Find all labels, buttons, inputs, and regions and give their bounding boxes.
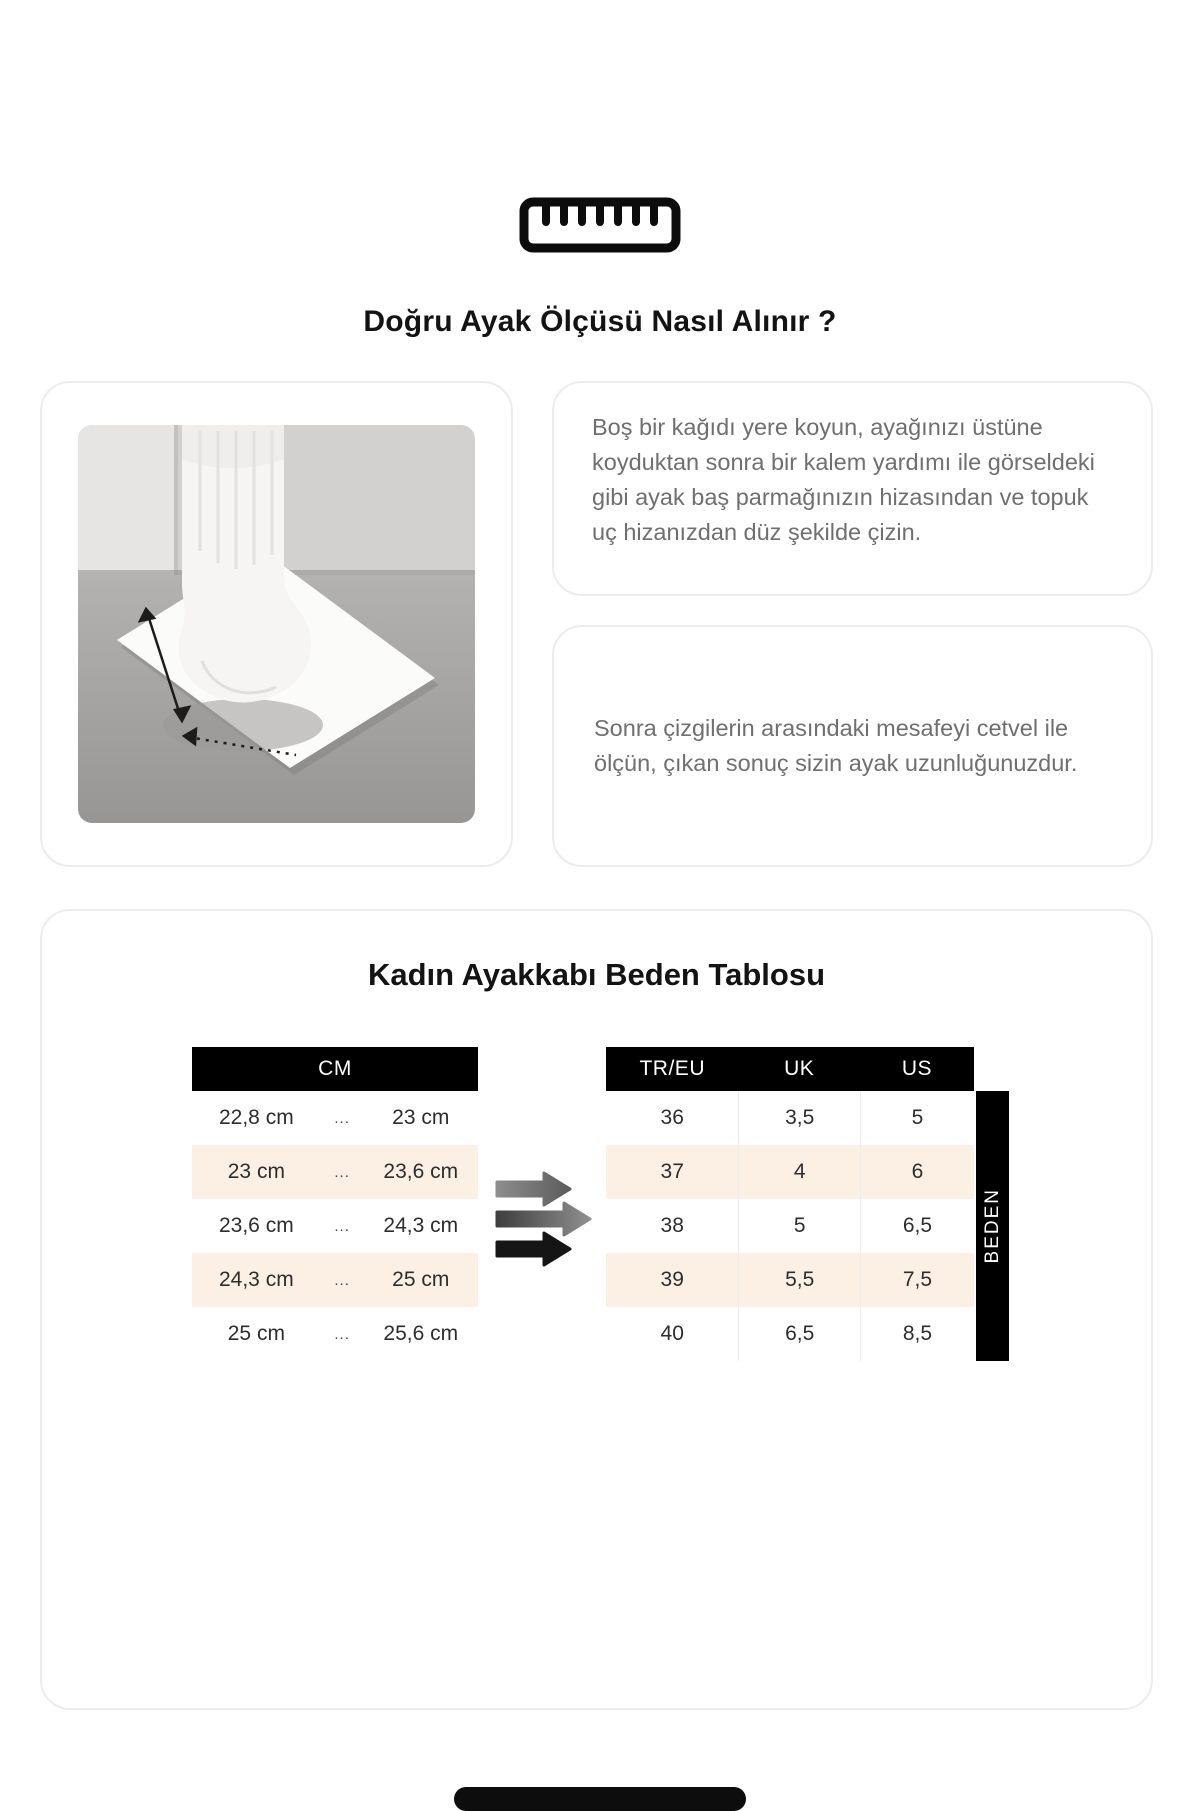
instruction-card-step2 (552, 625, 1153, 867)
foot-measurement-photo (78, 810, 475, 827)
size-table-title: Kadın Ayakkabı Beden Tablosu (367, 957, 826, 992)
instruction-cards (552, 381, 1153, 867)
instruction-step1-text: Boş bir kağıdı yere koyun, ayağınızı üstüne koyduktan sonra bir kalem yardımı ile görseldeki gibi ayak baş parmağınızın hizasından ve topuk uç hizanızdan düz şekilde çizin. (592, 414, 1095, 545)
cm-table-row: 23 cm ... 23,6 cm (192, 1145, 478, 1199)
header-icon-row (0, 0, 1200, 259)
cm-table-row: 24,3 cm ... 25 cm (192, 1253, 478, 1307)
beden-side-label: BEDEN (976, 1091, 1009, 1361)
range-dots: ... (334, 1163, 350, 1181)
range-dots: ... (334, 1217, 350, 1235)
range-dots: ... (334, 1271, 350, 1289)
range-dots: ... (334, 1325, 350, 1343)
size-table-row: 39 5,5 7,5 (606, 1253, 974, 1307)
photo-card (40, 381, 513, 867)
size-tables-row (192, 1047, 1151, 1361)
range-dots: ... (334, 1109, 350, 1127)
size-table-row: 37 4 6 (606, 1145, 974, 1199)
ruler-icon (518, 196, 682, 259)
bottom-cutoff-bar (454, 1787, 746, 1811)
size-table-row: 38 5 6,5 (606, 1199, 974, 1253)
size-table-row: 36 3,5 5 (606, 1091, 974, 1145)
cm-table (192, 1047, 478, 1361)
instruction-step2-text: Sonra çizgilerin arasındaki mesafeyi cetvel ile ölçün, çıkan sonuç sizin ayak uzunluğunuzdur. (594, 715, 1078, 776)
size-table-card (40, 909, 1153, 1710)
cm-table-row: 22,8 cm ... 23 cm (192, 1091, 478, 1145)
transfer-arrows-icon (478, 1159, 606, 1274)
page-title: Doğru Ayak Ölçüsü Nasıl Alınır ? (363, 305, 837, 338)
cm-table-row: 23,6 cm ... 24,3 cm (192, 1199, 478, 1253)
size-table-header-row: TR/EU UK US (606, 1047, 974, 1091)
cm-table-header: CM (192, 1047, 478, 1091)
instruction-card-step1 (552, 381, 1153, 596)
cm-table-row: 25 cm ... 25,6 cm (192, 1307, 478, 1361)
how-to-measure-section (40, 381, 1153, 867)
size-table-row: 40 6,5 8,5 (606, 1307, 974, 1361)
size-conversion-table (606, 1047, 974, 1361)
